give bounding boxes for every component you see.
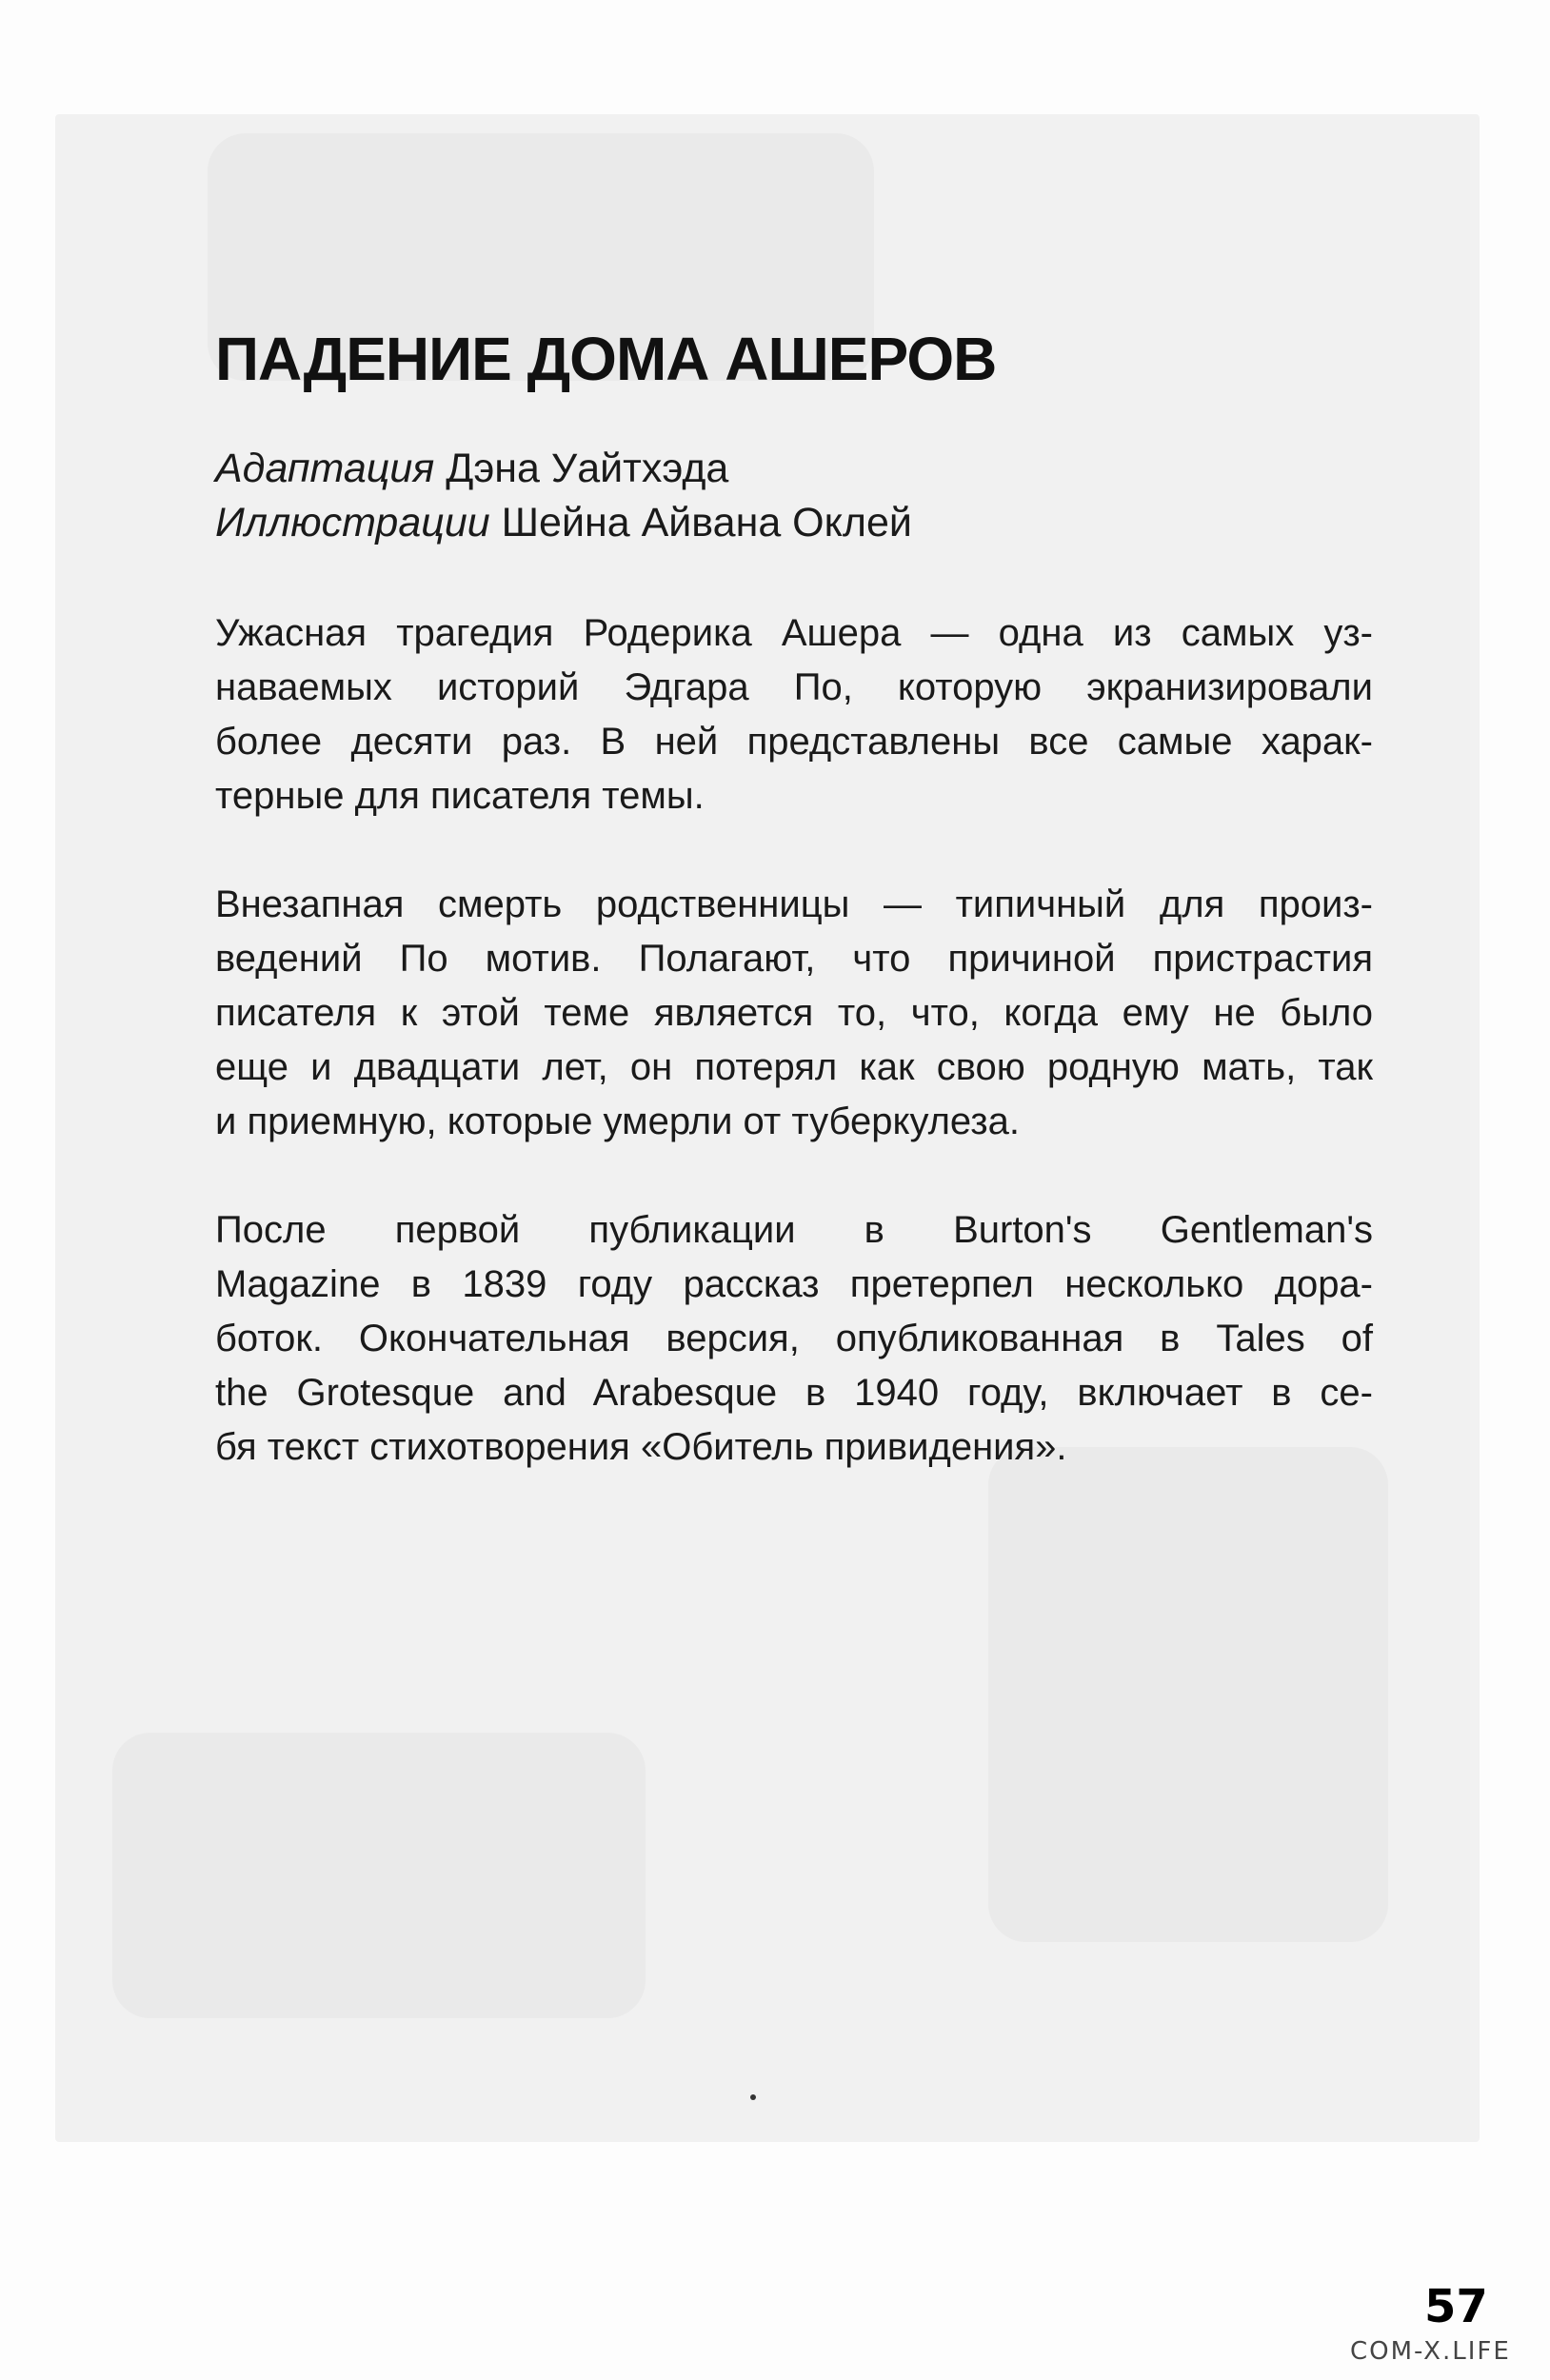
page-number: 57 bbox=[1424, 2280, 1488, 2333]
text-line: писателя к этой теме является то, что, когда ему не было bbox=[215, 992, 1373, 1034]
credits bbox=[215, 442, 1373, 550]
page-title: ПАДЕНИЕ ДОМА АШЕРОВ bbox=[215, 325, 997, 393]
text-line: наваемых историй Эдгара По, которую экранизировали bbox=[215, 666, 1373, 708]
text-line: еще и двадцати лет, он потерял как свою родную мать, так bbox=[215, 1046, 1373, 1088]
adaptation-label: Адаптация bbox=[215, 446, 435, 491]
illustration-label: Иллюстрации bbox=[215, 500, 490, 545]
text-line: Ужасная трагедия Родерика Ашера — одна из самых уз- bbox=[215, 612, 1373, 654]
adaptation-credit bbox=[215, 442, 1373, 496]
text-line: Magazine в 1839 году рассказ претерпел несколько дора- bbox=[215, 1263, 1373, 1305]
text-line: the Grotesque and Arabesque в 1940 году, включает в се- bbox=[215, 1372, 1373, 1414]
print-speck bbox=[750, 2094, 756, 2100]
adaptation-name: Дэна Уайтхэда bbox=[446, 446, 729, 491]
illustration-name: Шейна Айвана Оклей bbox=[501, 500, 912, 545]
faded-illustration-shape bbox=[112, 1733, 646, 2018]
article bbox=[215, 324, 1373, 1529]
paragraph-1 bbox=[215, 606, 1373, 823]
paragraph-3 bbox=[215, 1203, 1373, 1475]
text-line: боток. Окончательная версия, опубликованная в Tales of bbox=[215, 1318, 1373, 1359]
illustration-credit bbox=[215, 496, 1373, 550]
paragraph-2 bbox=[215, 878, 1373, 1149]
text-line: терные для писателя темы. bbox=[215, 775, 705, 817]
text-line: бя текст стихотворения «Обитель привидения». bbox=[215, 1426, 1067, 1468]
text-line: и приемную, которые умерли от туберкулеза. bbox=[215, 1101, 1020, 1142]
text-line: Внезапная смерть родственницы — типичный для произ- bbox=[215, 883, 1373, 925]
watermark: COM-X.LIFE bbox=[1350, 2337, 1511, 2366]
text-line: более десяти раз. В ней представлены все самые харак- bbox=[215, 721, 1373, 763]
text-line: ведений По мотив. Полагают, что причиной пристрастия bbox=[215, 938, 1373, 980]
text-line: После первой публикации в Burton's Gentleman's bbox=[215, 1209, 1373, 1251]
